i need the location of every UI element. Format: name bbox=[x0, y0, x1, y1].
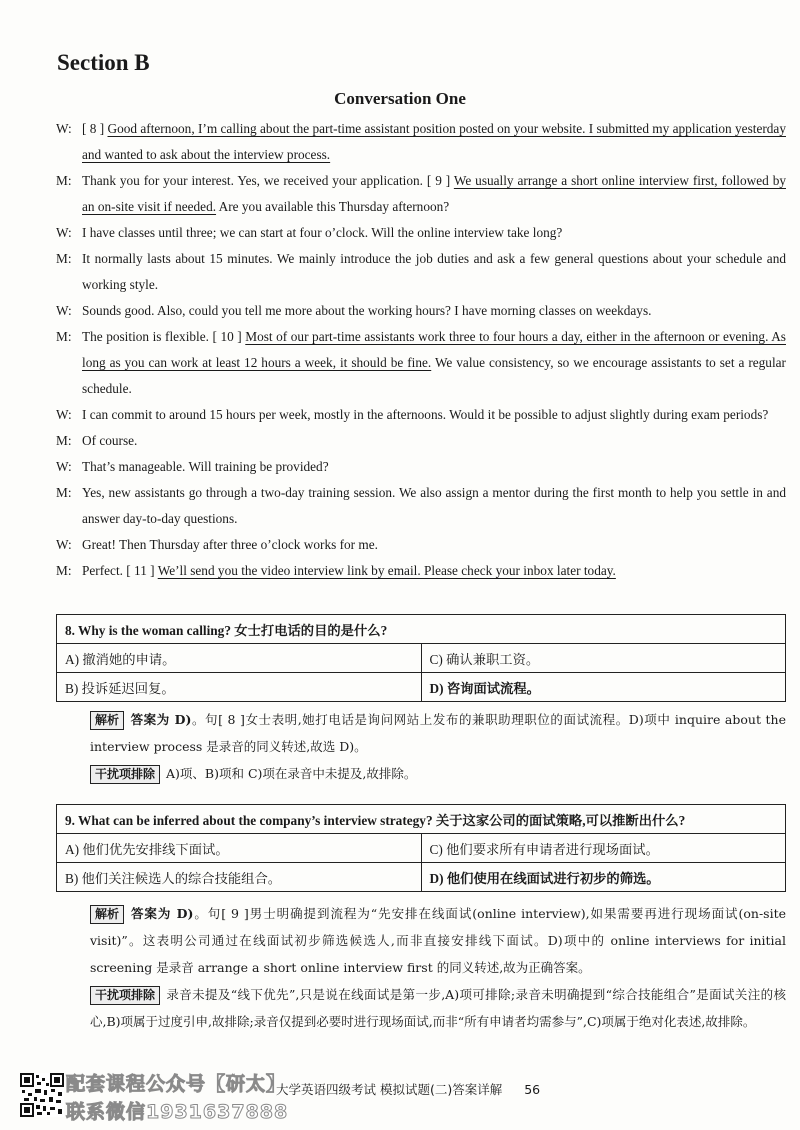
dialogue-segment: It normally lasts about 15 minutes. We mainly introduce the job duties and ask a few general questions about your schedule and working style. bbox=[82, 251, 786, 292]
dialogue-text bbox=[82, 168, 786, 220]
page-footer bbox=[276, 1080, 540, 1098]
dialogue-text bbox=[82, 454, 786, 480]
page-info: 大学英语四级考试 模拟试题(二)答案详解 bbox=[276, 1082, 503, 1097]
dialogue-line bbox=[56, 246, 786, 298]
dialogue-text bbox=[82, 220, 786, 246]
speaker-label: W: bbox=[56, 225, 72, 240]
question-9-option-b: B) 他们关注候选人的综合技能组合。 bbox=[57, 863, 422, 892]
dialogue-line bbox=[56, 402, 786, 428]
question-8-option-a: A) 撤消她的申请。 bbox=[57, 644, 422, 673]
speaker-label: M: bbox=[56, 433, 72, 448]
dialogue-segment: Great! Then Thursday after three o’clock works for me. bbox=[82, 537, 378, 552]
answer-label: 答案为 D) bbox=[130, 906, 194, 921]
speaker-label: W: bbox=[56, 303, 72, 318]
dialogue-text bbox=[82, 428, 786, 454]
underlined-answer-text: Most of our part-time assistants work three to four hours a day, either in the afternoon or evening. As long as you can work at least 12 hours a week, it should be fine. bbox=[82, 329, 786, 370]
dialogue-text bbox=[82, 480, 786, 532]
analysis-text: 。句[ 8 ]女士表明,她打电话是询问网站上发布的兼职助理职位的面试流程。D)项中 inquire about the interview process 是录音的同义转述,故选 D)。 bbox=[90, 712, 786, 754]
question-8-stem: 8. Why is the woman calling? 女士打电话的目的是什么? bbox=[57, 615, 786, 644]
question-9-table bbox=[56, 804, 786, 892]
watermark-line-2: 联系微信1931637888 bbox=[66, 1101, 289, 1123]
qr-code-icon bbox=[20, 1073, 64, 1117]
dialogue-text bbox=[82, 558, 786, 584]
dialogue-segment: We value consistency, so we encourage assistants to set a regular schedule. bbox=[82, 355, 786, 396]
dialogue-text bbox=[82, 298, 786, 324]
section-title: Section B bbox=[57, 50, 150, 75]
dialogue-segment: The position is flexible. [ 10 ] bbox=[82, 329, 246, 344]
analysis-tag: 解析 bbox=[90, 905, 124, 924]
dialogue-segment: I can commit to around 15 hours per week, mostly in the afternoons. Would it be possible to adjust slightly during exam periods? bbox=[82, 407, 769, 422]
speaker-label: M: bbox=[56, 485, 72, 500]
dialogue-segment: I have classes until three; we can start at four o’clock. Will the online interview take long? bbox=[82, 225, 563, 240]
speaker-label: M: bbox=[56, 251, 72, 266]
speaker-label: M: bbox=[56, 329, 72, 344]
dialogue-line bbox=[56, 480, 786, 532]
speaker-label: W: bbox=[56, 121, 72, 136]
dialogue-line bbox=[56, 532, 786, 558]
dialogue-segment: Are you available this Thursday afternoon? bbox=[216, 199, 450, 214]
dialogue-segment: Sounds good. Also, could you tell me more about the working hours? I have morning classes on weekdays. bbox=[82, 303, 652, 318]
dialogue-text bbox=[82, 116, 786, 168]
dialogue-line bbox=[56, 220, 786, 246]
underlined-answer-text: We’ll send you the video interview link by email. Please check your inbox later today. bbox=[157, 563, 616, 578]
dialogue-segment: Of course. bbox=[82, 433, 138, 448]
dialogue-line bbox=[56, 168, 786, 220]
dialogue-segment: Thank you for your interest. Yes, we received your application. [ 9 ] bbox=[82, 173, 454, 188]
dialogue-line bbox=[56, 428, 786, 454]
dialogue-line bbox=[56, 454, 786, 480]
dialogue-text bbox=[82, 324, 786, 402]
analysis-text: 。句[ 9 ]男士明确提到流程为“先安排在线面试(online interview),如果需要再进行现场面试(on-site visit)”。这表明公司通过在线面试初步筛选候选人,而非直接安排线下面试。D)项中的 online interviews for initial screening 是录音 arrange a short online interview first 的同义转述,故为正确答案。 bbox=[90, 906, 786, 975]
question-9-stem: 9. What can be inferred about the company’s interview strategy? 关于这家公司的面试策略,可以推断出什么? bbox=[57, 805, 786, 834]
dialogue-line bbox=[56, 298, 786, 324]
speaker-label: M: bbox=[56, 563, 72, 578]
dialogue-line bbox=[56, 558, 786, 584]
answer-label: 答案为 D) bbox=[130, 712, 192, 727]
underlined-answer-text: We usually arrange a short online interview first, followed by an on-site visit if needed. bbox=[82, 173, 786, 214]
question-8-table bbox=[56, 614, 786, 702]
dialogue-segment: Yes, new assistants go through a two-day training session. We also assign a mentor during the first month to help you settle in and answer day-to-day questions. bbox=[82, 485, 786, 526]
question-8-option-d: D) 咨询面试流程。 bbox=[421, 673, 786, 702]
speaker-label: W: bbox=[56, 537, 72, 552]
question-8-option-b: B) 投诉延迟回复。 bbox=[57, 673, 422, 702]
question-8-option-c: C) 确认兼职工资。 bbox=[421, 644, 786, 673]
distractor-tag: 干扰项排除 bbox=[90, 986, 160, 1005]
page-number: 56 bbox=[524, 1082, 541, 1097]
dialogue-text bbox=[82, 402, 786, 428]
dialogue-line bbox=[56, 116, 786, 168]
distractor-text: 录音未提及“线下优先”,只是说在线面试是第一步,A)项可排除;录音未明确提到“综合技能组合”是面试关注的核心,B)项属于过度引申,故排除;录音仅提到必要时进行现场面试,而非“所有申请者均需参与”,C)项属于绝对化表述,故排除。 bbox=[90, 987, 786, 1029]
distractor-tag: 干扰项排除 bbox=[90, 765, 160, 784]
speaker-label: W: bbox=[56, 459, 72, 474]
question-9-analysis bbox=[56, 900, 786, 1035]
conversation-title: Conversation One bbox=[334, 89, 466, 108]
watermark-line-1: 配套课程公众号【研太】 bbox=[66, 1073, 287, 1095]
dialogue bbox=[56, 116, 786, 584]
question-9-option-a: A) 他们优先安排线下面试。 bbox=[57, 834, 422, 863]
speaker-label: W: bbox=[56, 407, 72, 422]
underlined-answer-text: Good afternoon, I’m calling about the part-time assistant position posted on your website. I submitted my application yesterday and wanted to ask about the interview process. bbox=[82, 121, 786, 162]
question-8-analysis bbox=[56, 706, 786, 787]
dialogue-text bbox=[82, 532, 786, 558]
dialogue-segment: That’s manageable. Will training be provided? bbox=[82, 459, 329, 474]
analysis-tag: 解析 bbox=[90, 711, 124, 730]
dialogue-line bbox=[56, 324, 786, 402]
question-9-option-d: D) 他们使用在线面试进行初步的筛选。 bbox=[421, 863, 786, 892]
speaker-label: M: bbox=[56, 173, 72, 188]
dialogue-segment: [ 8 ] bbox=[82, 121, 108, 136]
distractor-text: A)项、B)项和 C)项在录音中未提及,故排除。 bbox=[166, 766, 417, 781]
question-9-option-c: C) 他们要求所有申请者进行现场面试。 bbox=[421, 834, 786, 863]
dialogue-segment: Perfect. [ 11 ] bbox=[82, 563, 158, 578]
dialogue-text bbox=[82, 246, 786, 298]
